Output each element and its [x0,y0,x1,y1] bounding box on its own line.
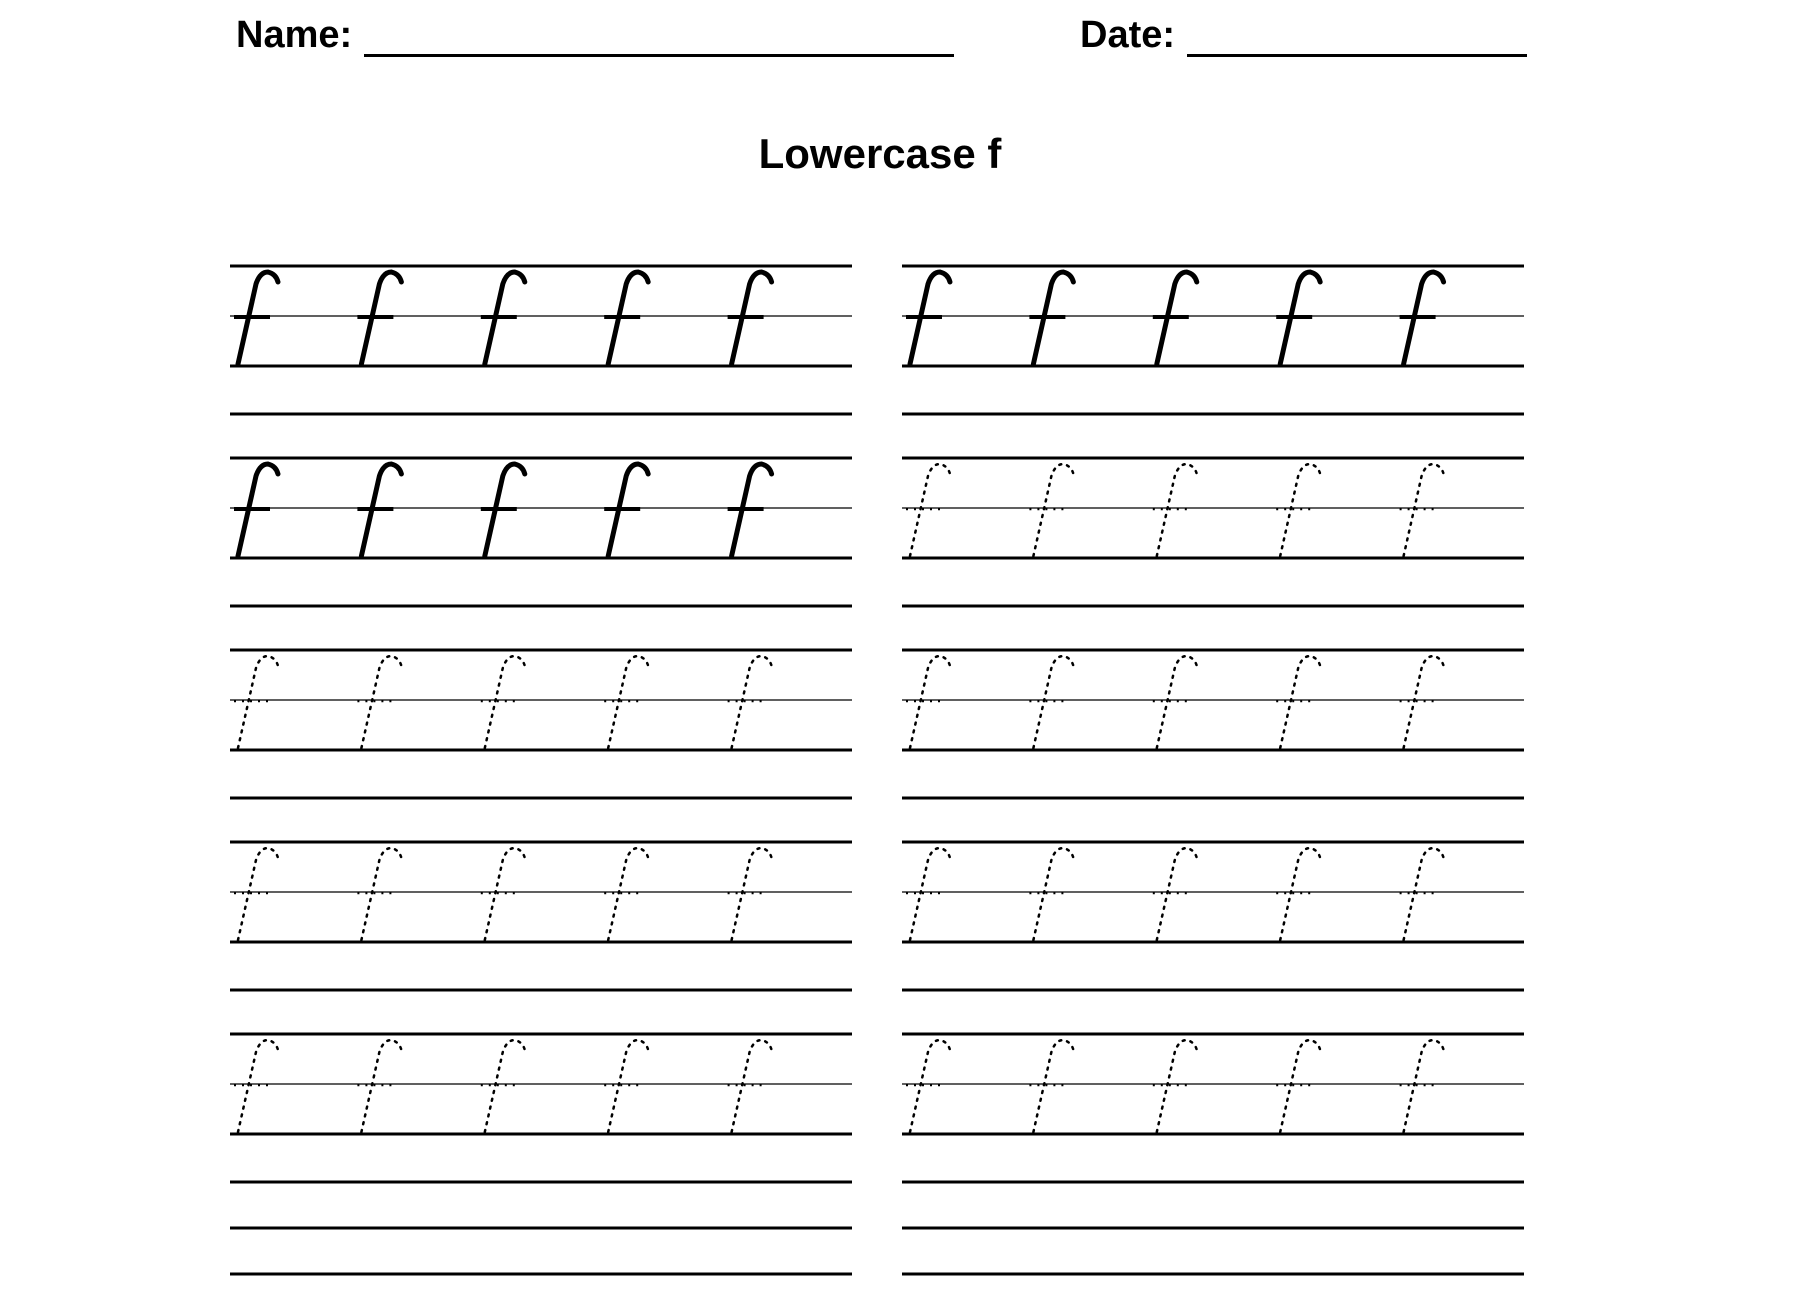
page-title: Lowercase f [758,130,1002,177]
date-label: Date: [1080,14,1176,56]
name-label: Name: [236,14,353,56]
